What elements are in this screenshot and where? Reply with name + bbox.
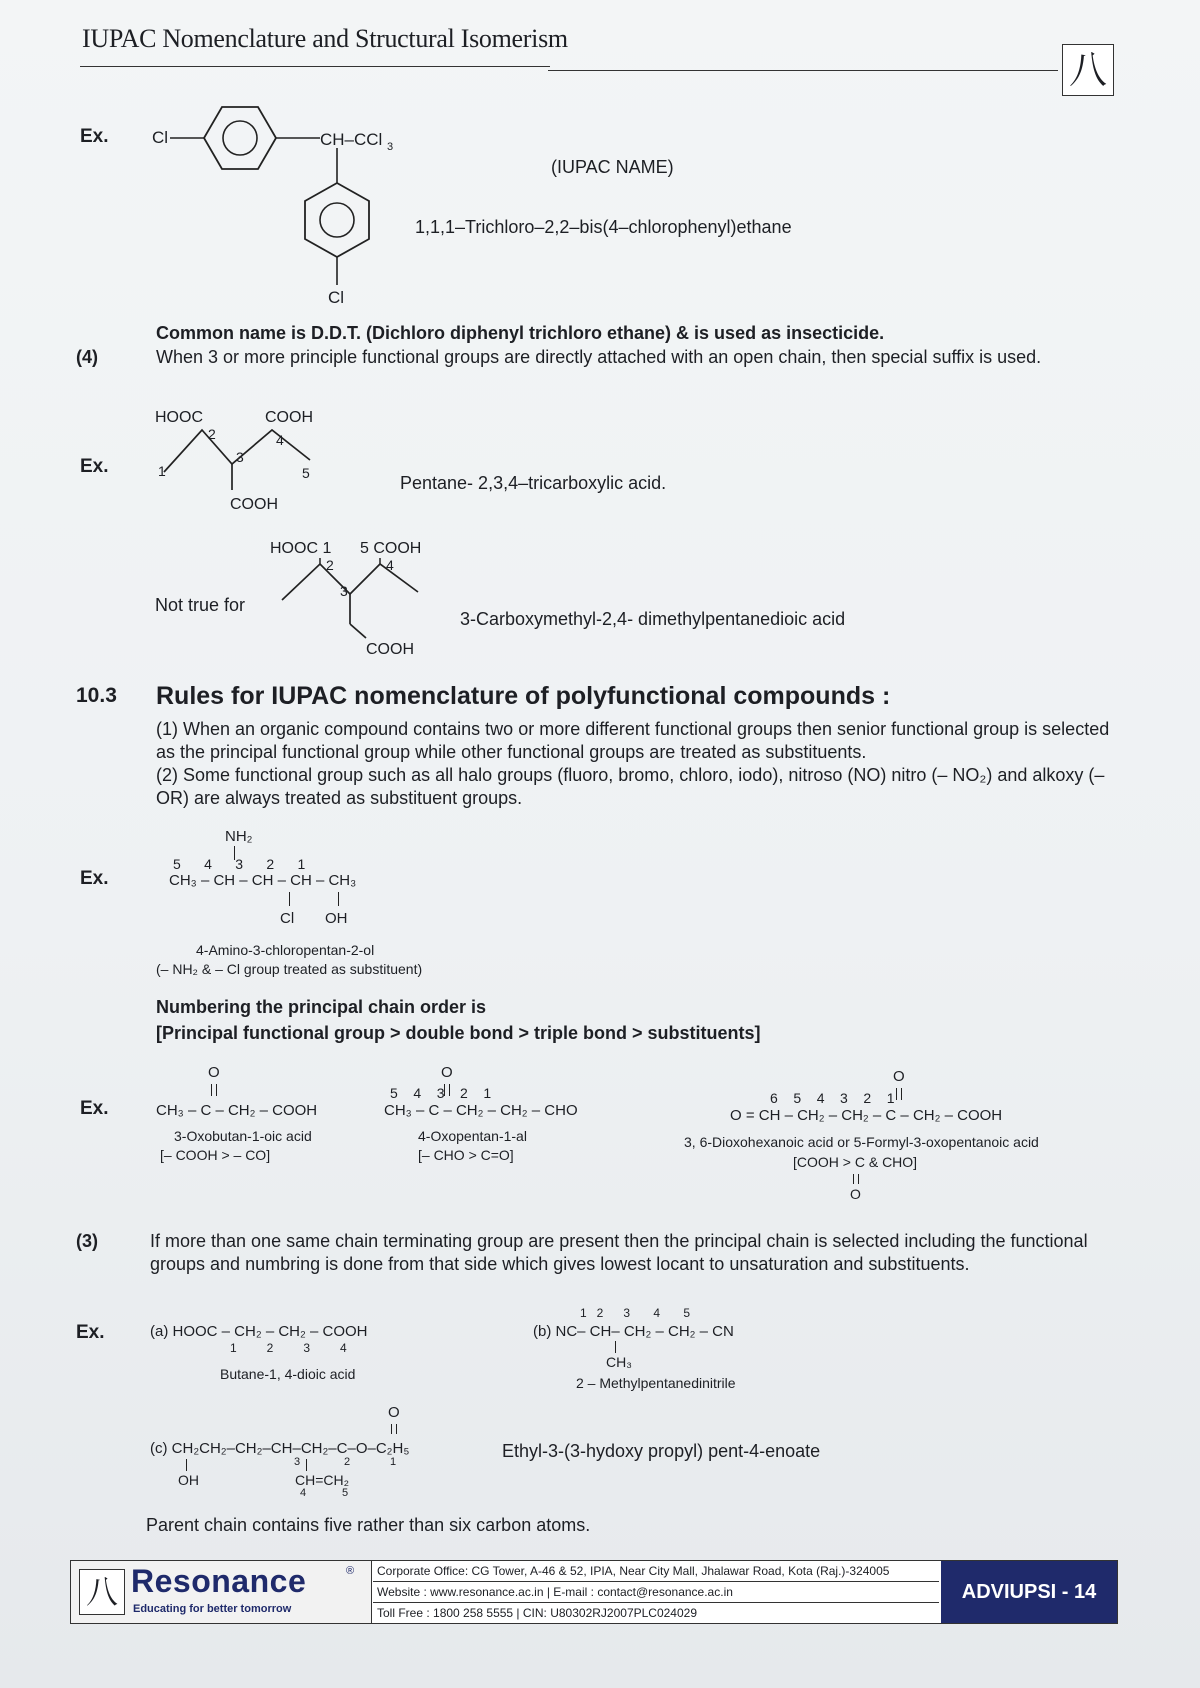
ex3-cooh: COOH [366, 641, 414, 658]
pentane-tricarboxylic-structure [150, 402, 400, 512]
ex5c-double-bond [896, 1088, 902, 1100]
ex4-chain: CH₃ – CH – CH – CH – CH₃ [169, 872, 357, 889]
section-number: 10.3 [76, 684, 117, 707]
ex3-loc-2: 2 [326, 557, 334, 573]
footer-tagline: Educating for better tomorrow [133, 1603, 292, 1615]
ex5c-note: [COOH > C & CHO] [793, 1154, 918, 1170]
ex6b-name: 2 – Methylpentanedinitrile [576, 1375, 736, 1391]
ex6c-loc-2: 2 [344, 1456, 351, 1468]
section-rule-2: (2) Some functional group such as all halo groups (fluoro, bromo, chloro, iodo), nitroso (NO) nitro (– NO₂) and alkoxy (–OR) are always treated as substituent groups. [156, 765, 1105, 808]
ex5c-below-double-bond [853, 1174, 859, 1184]
ex4-bond-oh [338, 892, 339, 906]
ddt-cl-top: Cl [152, 128, 169, 147]
ex2-label: Ex. [80, 456, 109, 477]
rule3-text: If more than one same chain terminating group are present then the principal chain is selected including the functional groups and numbring is done from that side which gives lowest locant to unsaturation and substituents. [150, 1231, 1088, 1274]
ex4-bond-nh2 [234, 846, 235, 860]
ddt-sub3: 3 [387, 141, 394, 153]
ex3-loc-3: 3 [340, 583, 348, 599]
ex6c-loc-3: 3 [294, 1456, 301, 1468]
ex6c-loc-1: 1 [390, 1456, 397, 1468]
ex4-cl: Cl [280, 910, 295, 927]
ex2-loc-5: 5 [302, 465, 310, 481]
ex5b-locants: 5 4 3 2 1 [390, 1085, 492, 1101]
ex2-name: Pentane- 2,3,4–tricarboxylic acid. [400, 473, 667, 493]
header-logo [1062, 44, 1114, 96]
ex5a-chain: CH₃ – C – CH₂ – COOH [156, 1102, 318, 1119]
ex2-loc-1: 1 [158, 463, 166, 479]
ex1-iupac-tag: (IUPAC NAME) [551, 157, 674, 177]
ex6b-locants: 1 2 3 4 5 [580, 1306, 691, 1320]
resonance-logo-icon: 八 [79, 1569, 125, 1615]
ex3-loc-4: 4 [386, 557, 394, 573]
ex6b-formula: (b) NC– CH– CH₂ – CH₂ – CN [533, 1323, 734, 1340]
ex2-loc-4: 4 [276, 432, 284, 448]
section-rule-1: (1) When an organic compound contains two or more different functional groups then senior functional group is selected as the principal functional group while other functional groups are treated as substituents. [156, 719, 1110, 762]
ex2-cooh-top: COOH [265, 409, 313, 426]
ex5c-o: O [893, 1068, 905, 1085]
ex6c-bond-vinyl [306, 1459, 307, 1471]
ex5b-chain: CH₃ – C – CH₂ – CH₂ – CHO [384, 1102, 578, 1119]
footer-logo [71, 1561, 372, 1623]
ex6-label: Ex. [76, 1322, 105, 1343]
footer-brand: Resonance [131, 1563, 307, 1599]
footer-reg: ® [346, 1565, 355, 1577]
header-rule [80, 66, 550, 67]
ex6c-vinyl: CH=CH₂ [295, 1472, 350, 1488]
ex5a-o: O [208, 1064, 220, 1081]
ex4-label: Ex. [80, 868, 109, 889]
benzene-ring-1 [204, 107, 276, 169]
ex5b-note: [– CHO > C=O] [418, 1147, 514, 1163]
ex6c-double-bond [391, 1424, 397, 1434]
carboxymethyl-structure [270, 534, 445, 659]
header-rule-right [548, 70, 1058, 71]
ex2-loc-2: 2 [208, 426, 216, 442]
ex4-oh: OH [325, 910, 348, 927]
ex5c-o-below: O [850, 1186, 861, 1202]
ddt-cl-bottom: Cl [328, 288, 345, 307]
ex6c-o: O [388, 1404, 400, 1421]
ex4-note: (– NH₂ & – Cl group treated as substituent) [156, 961, 423, 977]
ex5b-o: O [441, 1064, 453, 1081]
ex1-iupac-name: 1,1,1–Trichloro–2,2–bis(4–chlorophenyl)ethane [415, 217, 792, 237]
ex5c-name: 3, 6-Dioxohexanoic acid or 5-Formyl-3-oxopentanoic acid [684, 1134, 1039, 1150]
ex4-locants: 5 4 3 2 1 [173, 856, 306, 872]
section-title: Rules for IUPAC nomenclature of polyfunctional compounds : [156, 682, 891, 710]
ex5c-locants: 6 5 4 3 2 1 [770, 1090, 895, 1106]
rule4-text: When 3 or more principle functional groups are directly attached with an open chain, then special suffix is used. [156, 347, 1042, 367]
ex6a-name: Butane-1, 4-dioic acid [220, 1366, 356, 1382]
ex5a-name: 3-Oxobutan-1-oic acid [174, 1128, 312, 1144]
ex6c-name: Ethyl-3-(3-hydoxy propyl) pent-4-enoate [502, 1441, 821, 1461]
numbering-line-1: Numbering the principal chain order is [156, 997, 487, 1017]
footer-page-code: ADVIUPSI - 14 [941, 1561, 1117, 1623]
ex1-label: Ex. [80, 126, 109, 147]
ex4-name: 4-Amino-3-chloropentan-2-ol [196, 942, 375, 958]
ex6b-ch3: CH₃ [606, 1354, 632, 1370]
ddt-ch-ccl3: CH–CCl [320, 130, 383, 149]
ex6c-formula: (c) CH₂CH₂–CH₂–CH–CH₂–C–O–C₂H₅ [150, 1440, 410, 1457]
logo-glyph-icon: 八 [1068, 48, 1107, 92]
ex6-parent-note: Parent chain contains five rather than six carbon atoms. [146, 1515, 591, 1535]
footer-info [373, 1561, 939, 1623]
ex6a-formula: (a) HOOC – CH₂ – CH₂ – COOH [150, 1323, 368, 1340]
ex2-hooc: HOOC [155, 409, 203, 426]
ex2-cooh-bottom: COOH [230, 496, 278, 512]
rule4-number: (4) [76, 347, 98, 367]
benzene-ring-2 [305, 183, 369, 257]
ex5-label: Ex. [80, 1098, 109, 1119]
ddt-structure [150, 95, 420, 310]
ex1-common-name: Common name is D.D.T. (Dichloro diphenyl trichloro ethane) & is used as insecticide. [156, 323, 885, 343]
footer-office: Corporate Office: CG Tower, A-46 & 52, IPIA, Near City Mall, Jhalawar Road, Kota (Raj.)-324005 [373, 1561, 939, 1582]
ex5a-note: [– COOH > – CO] [160, 1147, 271, 1163]
rule3-number: (3) [76, 1231, 98, 1251]
numbering-line-2: [Principal functional group > double bond > triple bond > substituents] [156, 1023, 761, 1043]
ex6c-bond-oh [186, 1459, 187, 1471]
ex6a-locants: 1 2 3 4 [230, 1341, 347, 1355]
ex5a-double-bond [211, 1084, 217, 1096]
ex3-cooh5: 5 COOH [360, 540, 422, 557]
footer-toll: Toll Free : 1800 258 5555 | CIN: U80302RJ2007PLC024029 [377, 1606, 697, 1620]
ex6c-oh: OH [178, 1472, 199, 1488]
ex3-name: 3-Carboxymethyl-2,4- dimethylpentanedioic acid [460, 609, 846, 629]
page-header-title: IUPAC Nomenclature and Structural Isomerism [82, 24, 568, 53]
ex6c-loc-5: 5 [342, 1487, 349, 1499]
ex6c-loc-4: 4 [300, 1487, 307, 1499]
footer [70, 1560, 1118, 1624]
ex3-hooc1: HOOC 1 [270, 540, 332, 557]
ex5b-name: 4-Oxopentan-1-al [418, 1128, 527, 1144]
ex3-not-true: Not true for [155, 595, 246, 615]
ex4-bond-cl [289, 892, 290, 906]
ex5c-chain: O = CH – CH₂ – CH₂ – C – CH₂ – COOH [730, 1107, 1003, 1124]
footer-web: Website : www.resonance.ac.in | E-mail : contact@resonance.ac.in [373, 1582, 939, 1603]
ex4-nh2: NH₂ [225, 828, 253, 845]
ex6b-bond-ch3 [615, 1341, 616, 1353]
ex2-loc-3: 3 [236, 449, 244, 465]
